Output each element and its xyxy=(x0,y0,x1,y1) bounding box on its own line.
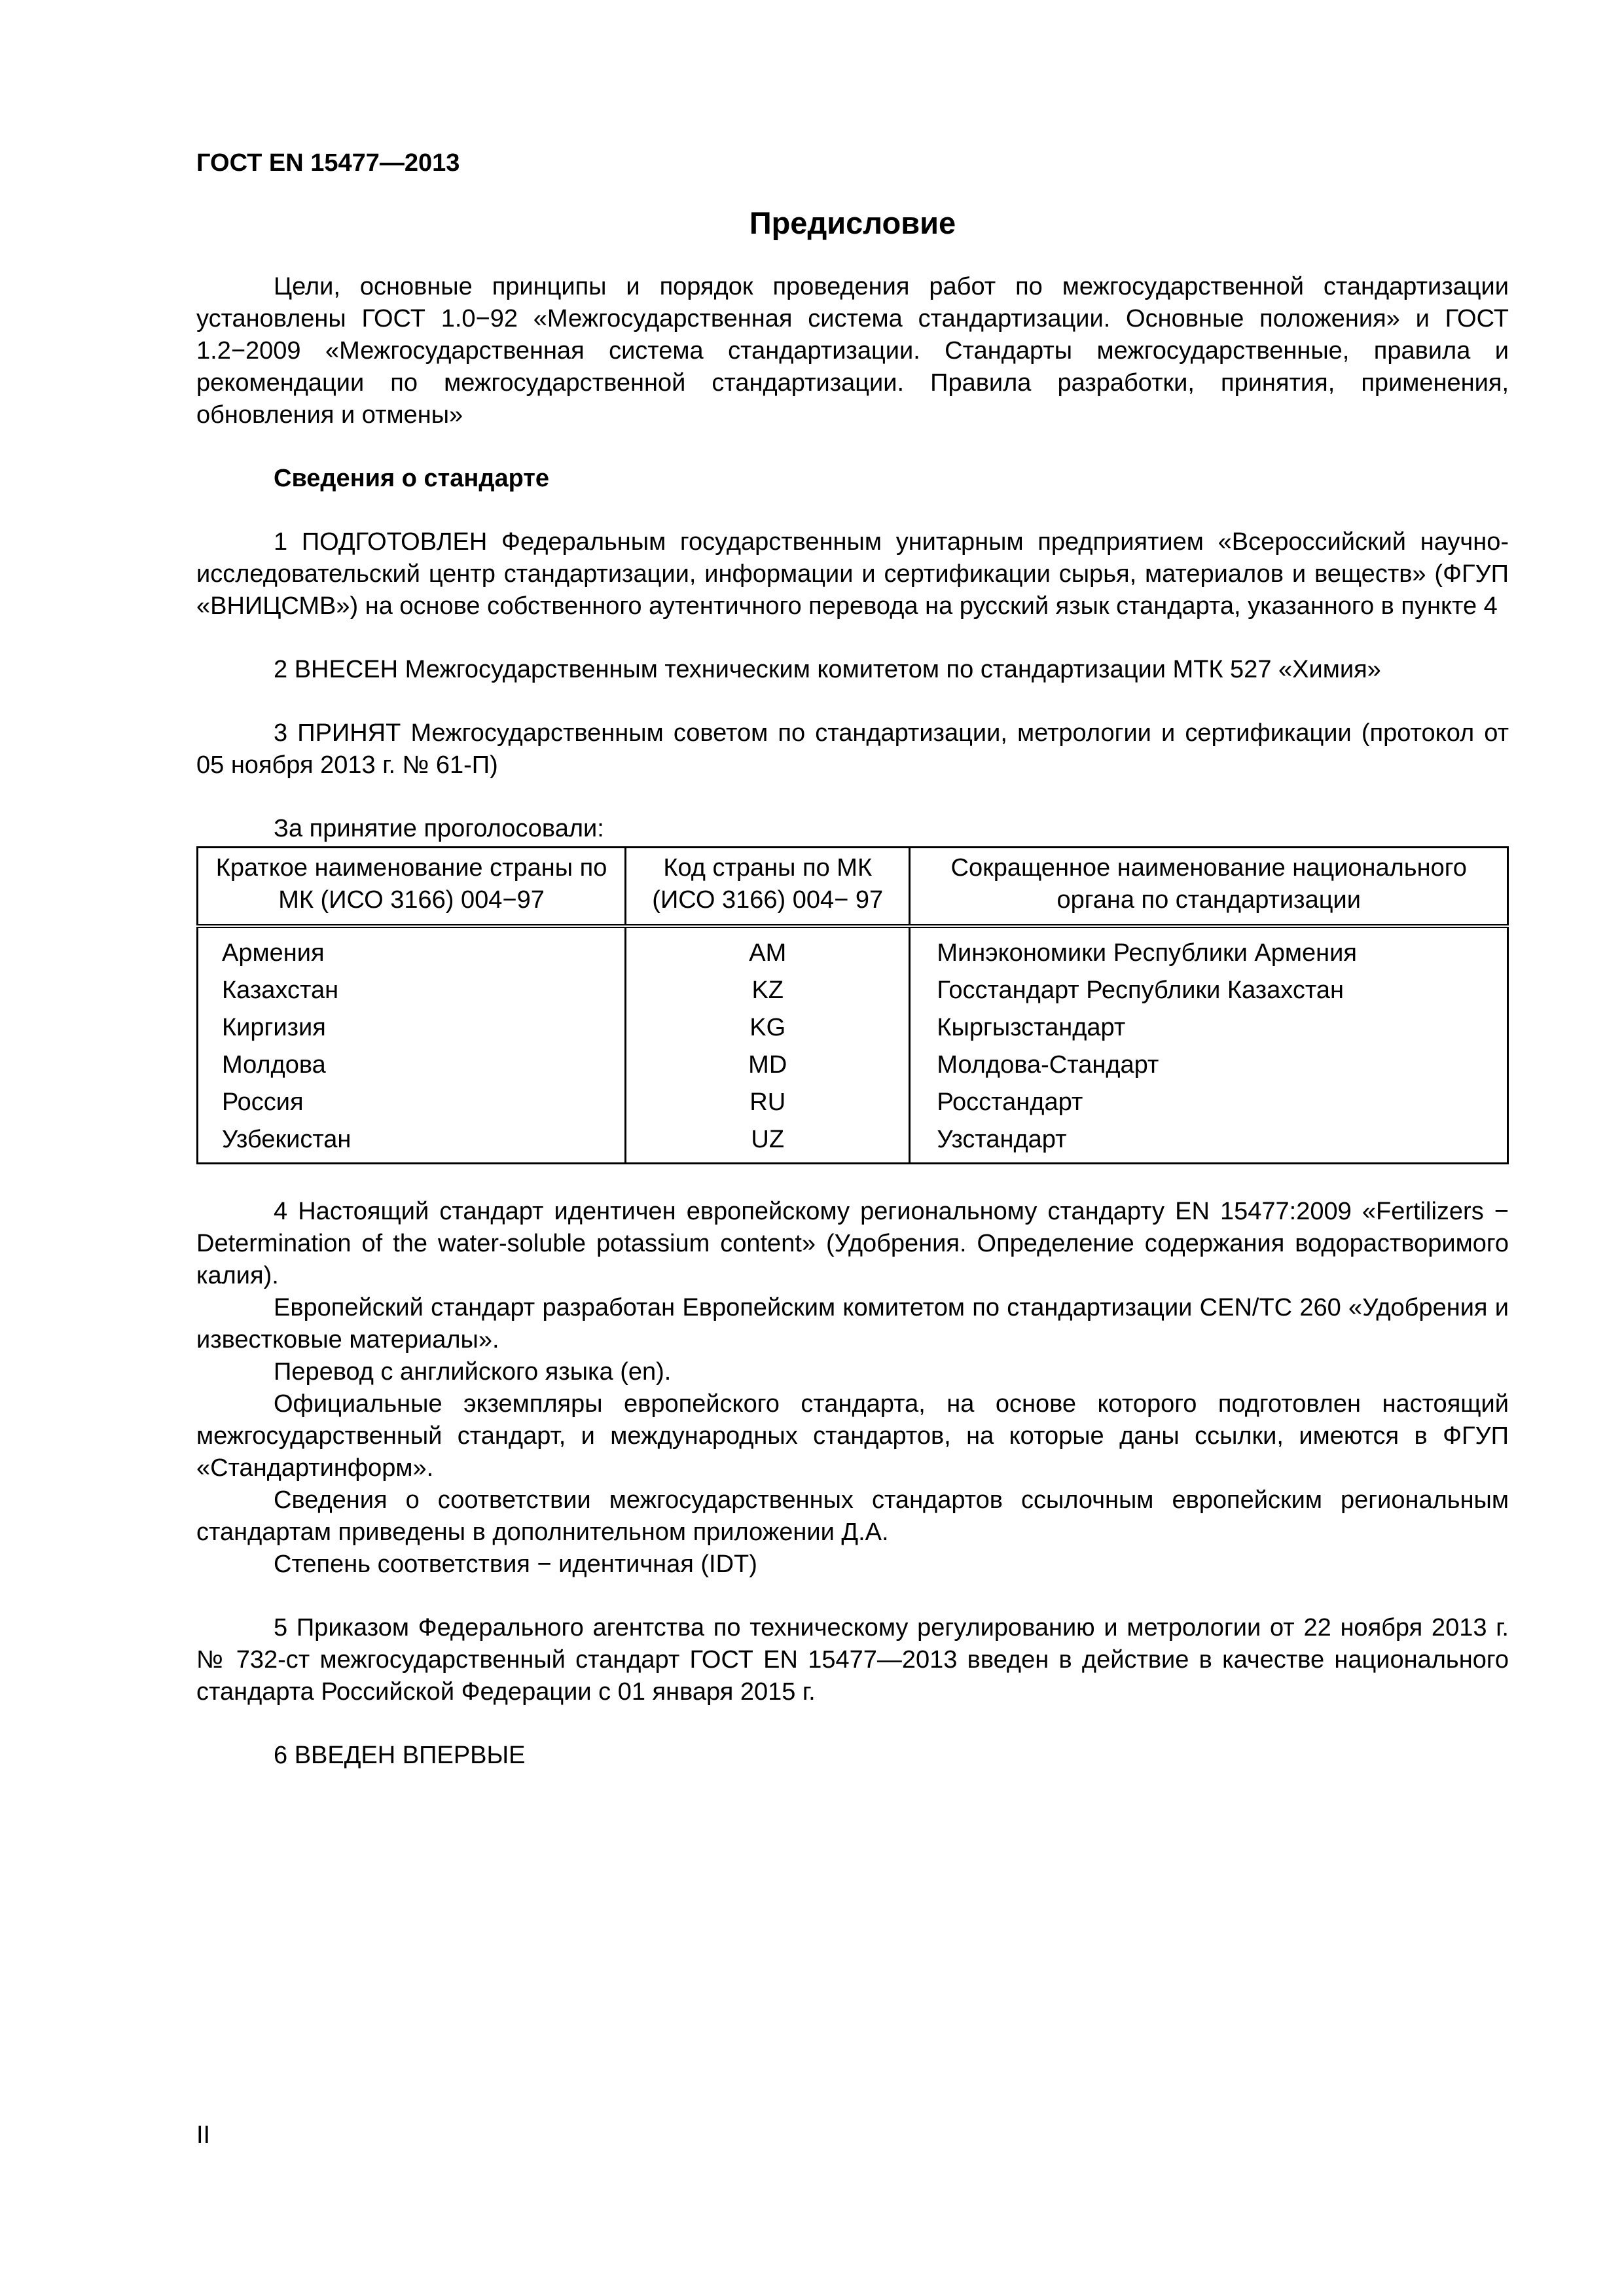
document-page xyxy=(196,147,1509,1772)
table-row xyxy=(198,1121,1508,1164)
votes-intro: За принятие проголосовали: xyxy=(274,815,604,842)
item-prepared: 1 ПОДГОТОВЛЕН Федеральным государственным унитарным предприятием «Всероссийский научно-исследовательский центр стандартизации, информации и сертификации сырья, материалов и веществ» (ФГУП «ВНИЦСМВ») на основе собственного аутентичного перевода на русский язык стандарта, указанного в пункте 4 xyxy=(196,528,1509,620)
code-cell: MD xyxy=(626,1047,910,1084)
page-title: Предисловие xyxy=(749,206,956,240)
code-cell: KZ xyxy=(626,972,910,1009)
table-row xyxy=(198,926,1508,972)
standard-info-heading: Сведения о стандарте xyxy=(274,465,550,492)
column-header-agency: Сокращенное наименование национального органа по стандартизации xyxy=(910,848,1508,927)
agency-cell: Кыргызстандарт xyxy=(910,1009,1508,1047)
country-cell: Казахстан xyxy=(222,977,339,1004)
agency-cell: Росстандарт xyxy=(910,1084,1508,1121)
country-cell: Молдова xyxy=(222,1051,326,1079)
country-cell: Армения xyxy=(222,939,325,967)
country-cell: Киргизия xyxy=(222,1014,326,1041)
table-row xyxy=(198,972,1508,1009)
item-official-copies: Официальные экземпляры европейского стандарта, на основе которого подготовлен настоящий межгосударственный стандарт, и международных стандартов, на которые даны ссылки, имеются в ФГУП «Стандартинформ». xyxy=(196,1390,1509,1482)
code-cell: KG xyxy=(626,1009,910,1047)
item-translation: Перевод с английского языка (en). xyxy=(274,1358,672,1386)
intro-paragraph: Цели, основные принципы и порядок проведения работ по межгосударственной стандартизации установлены ГОСТ 1.0−92 «Межгосударственная система стандартизации. Основные положения» и ГОСТ 1.2−2009 «Межгосударственная система стандартизации. Стандарты межгосударственные, правила и рекомендации по межгосударственной стандартизации. Правила разработки, принятия, применения, обновления и отмены» xyxy=(196,273,1509,429)
country-cell: Узбекистан xyxy=(222,1126,352,1153)
item-submitted: 2 ВНЕСЕН Межгосударственным техническим комитетом по стандартизации МТК 527 «Химия» xyxy=(274,656,1381,683)
code-cell: RU xyxy=(626,1084,910,1121)
item-degree: Степень соответствия − идентичная (IDT) xyxy=(274,1551,757,1578)
votes-table-header-row xyxy=(198,848,1508,927)
votes-table xyxy=(196,846,1509,1164)
item-adopted: 3 ПРИНЯТ Межгосударственным советом по стандартизации, метрологии и сертификации (протокол от 05 ноября 2013 г. № 61-П) xyxy=(196,719,1509,779)
code-cell: AM xyxy=(626,926,910,972)
table-row xyxy=(198,1084,1508,1121)
table-row xyxy=(198,1047,1508,1084)
page-number: II xyxy=(196,2121,211,2149)
item-correspondence: Сведения о соответствии межгосударственных стандартов ссылочным европейским региональным стандартам приведены в дополнительном приложении Д.А. xyxy=(196,1486,1509,1546)
item-order: 5 Приказом Федерального агентства по техническому регулированию и метрологии от 22 ноября 2013 г. № 732-ст межгосударственный стандарт ГОСТ EN 15477—2013 введен в действие в качестве национального стандарта Российской Федерации с 01 января 2015 г. xyxy=(196,1614,1509,1706)
agency-cell: Узстандарт xyxy=(910,1121,1508,1164)
item-identical: 4 Настоящий стандарт идентичен европейскому региональному стандарту EN 15477:2009 «Fertilizers − Determination of the water-soluble potassium content» (Удобрения. Определение содержания водорастворимого калия). xyxy=(196,1198,1509,1289)
table-row xyxy=(198,1009,1508,1047)
item-developed-by: Европейский стандарт разработан Европейским комитетом по стандартизации CEN/TC 260 «Удобрения и известковые материалы». xyxy=(196,1294,1509,1354)
code-cell: UZ xyxy=(626,1121,910,1164)
agency-cell: Минэкономики Республики Армения xyxy=(910,926,1508,972)
document-number-header: ГОСТ EN 15477—2013 xyxy=(196,149,460,177)
agency-cell: Госстандарт Республики Казахстан xyxy=(910,972,1508,1009)
agency-cell: Молдова-Стандарт xyxy=(910,1047,1508,1084)
column-header-code: Код страны по МК (ИСО 3166) 004− 97 xyxy=(626,848,910,927)
item-introduced: 6 ВВЕДЕН ВПЕРВЫЕ xyxy=(274,1742,526,1769)
country-cell: Россия xyxy=(222,1088,304,1116)
column-header-country: Краткое наименование страны по МК (ИСО 3166) 004−97 xyxy=(215,854,607,914)
